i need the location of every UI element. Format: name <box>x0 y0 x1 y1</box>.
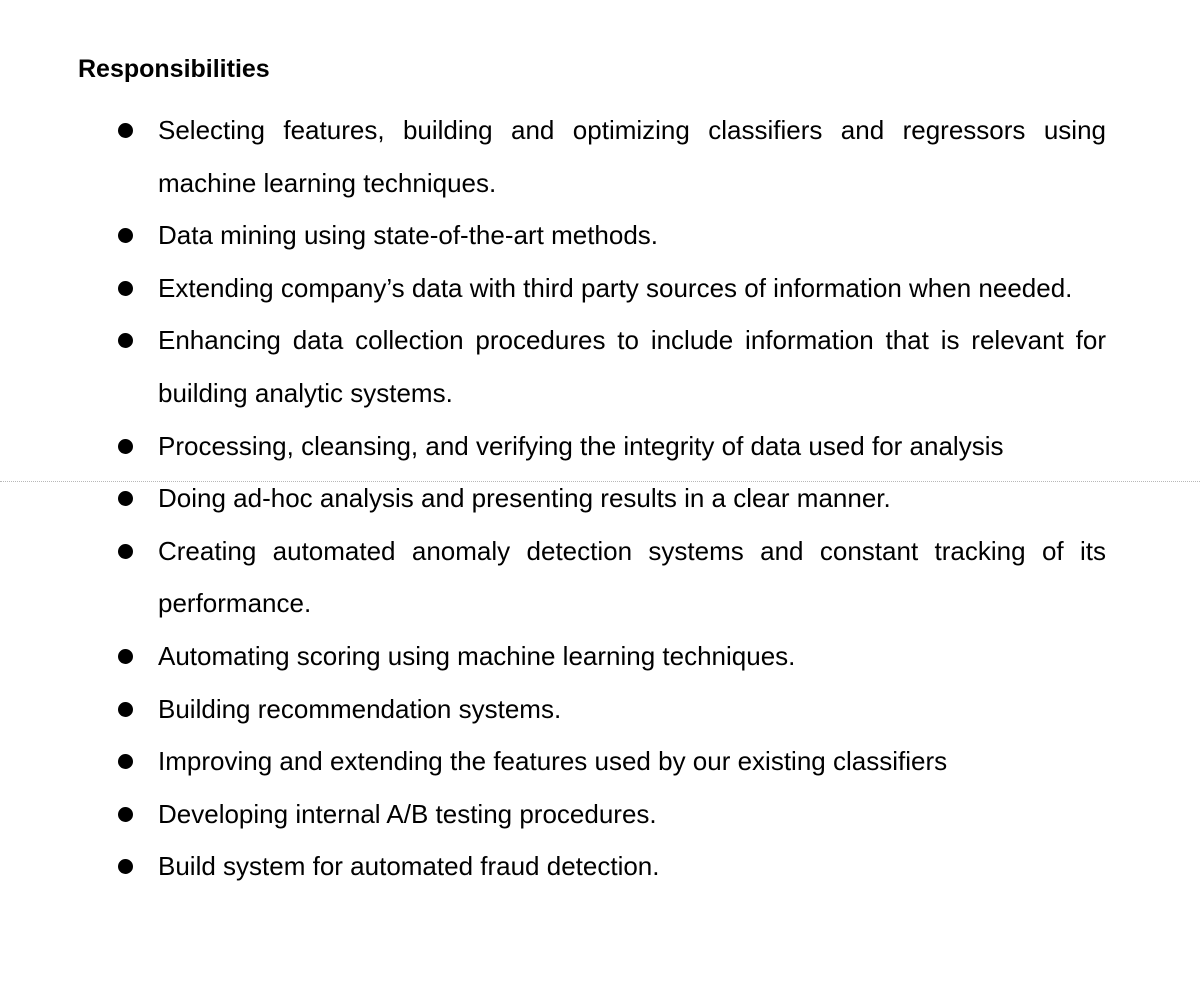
bullet-icon <box>118 859 133 874</box>
bullet-icon <box>118 702 133 717</box>
list-item-text: Selecting features, building and optimizing classifiers and regressors using machine learning techniques. <box>158 115 1106 198</box>
bullet-icon <box>118 649 133 664</box>
list-item-text: Improving and extending the features used by our existing classifiers <box>158 746 948 777</box>
list-item <box>118 104 1106 209</box>
list-item <box>118 525 1106 630</box>
list-item-text: Processing, cleansing, and verifying the integrity of data used for analysis <box>158 430 1004 461</box>
bullet-icon <box>118 544 133 559</box>
bullet-icon <box>118 123 133 138</box>
list-item-text: Data mining using state-of-the-art methods. <box>158 220 659 251</box>
bullet-icon <box>118 439 133 454</box>
bullet-icon <box>118 228 133 243</box>
list-item <box>118 630 1106 683</box>
bullet-icon <box>118 333 133 348</box>
responsibilities-list <box>118 104 1106 893</box>
list-item-text: Automating scoring using machine learning techniques. <box>158 640 796 671</box>
list-item <box>118 262 1106 315</box>
list-item <box>118 420 1106 473</box>
list-item <box>118 472 1106 525</box>
list-item-text: Creating automated anomaly detection systems and constant tracking of its performance. <box>158 535 1106 619</box>
list-item <box>118 788 1106 841</box>
list-item-text: Building recommendation systems. <box>158 693 562 724</box>
list-item-text: Developing internal A/B testing procedures. <box>158 798 657 829</box>
list-item-text: Extending company’s data with third party sources of information when needed. <box>158 272 1073 303</box>
list-item-text: Doing ad-hoc analysis and presenting results in a clear manner. <box>158 483 891 514</box>
list-item <box>118 683 1106 736</box>
bullet-icon <box>118 491 133 506</box>
list-item-text: Build system for automated fraud detection. <box>158 851 660 882</box>
list-item <box>118 735 1106 788</box>
section-heading: Responsibilities <box>78 55 270 83</box>
bullet-icon <box>118 754 133 769</box>
list-item <box>118 314 1106 419</box>
bullet-icon <box>118 281 133 296</box>
list-item-text: Enhancing data collection procedures to include information that is relevant for building analytic systems. <box>158 325 1106 408</box>
list-item <box>118 840 1106 893</box>
bullet-icon <box>118 807 133 822</box>
list-item <box>118 209 1106 262</box>
